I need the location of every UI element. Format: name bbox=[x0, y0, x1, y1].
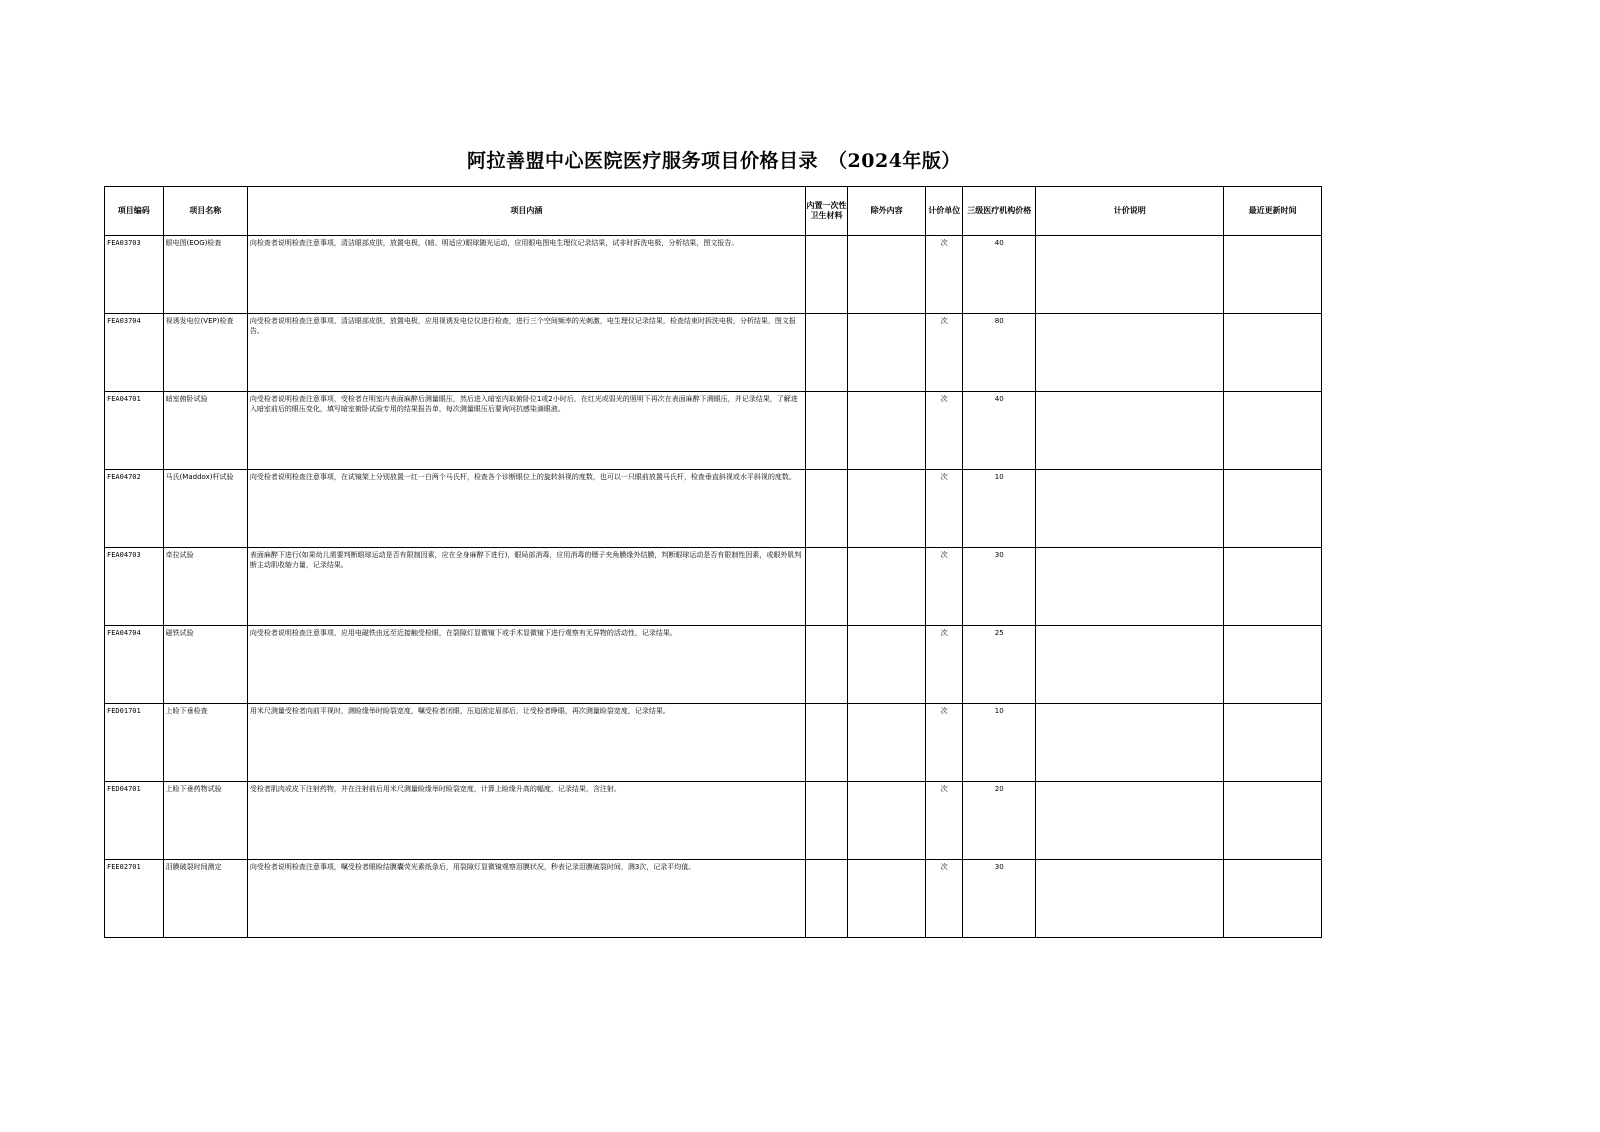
table-row bbox=[105, 470, 1322, 548]
cell-price: 40 bbox=[963, 236, 1036, 314]
cell-name: 马氏(Maddox)杆试验 bbox=[163, 470, 247, 548]
header-row bbox=[105, 187, 1322, 236]
cell-updated bbox=[1224, 626, 1322, 704]
cell-price: 10 bbox=[963, 704, 1036, 782]
cell-unit: 次 bbox=[926, 392, 963, 470]
cell-unit: 次 bbox=[926, 470, 963, 548]
cell-note bbox=[1036, 392, 1224, 470]
cell-unit: 次 bbox=[926, 626, 963, 704]
cell-updated bbox=[1224, 704, 1322, 782]
header-updated: 最近更新时间 bbox=[1224, 187, 1322, 236]
table-row bbox=[105, 548, 1322, 626]
cell-excluded bbox=[848, 782, 926, 860]
cell-note bbox=[1036, 782, 1224, 860]
cell-code: FEA04701 bbox=[105, 392, 164, 470]
table-row bbox=[105, 314, 1322, 392]
header-unit: 计价单位 bbox=[926, 187, 963, 236]
cell-excluded bbox=[848, 470, 926, 548]
cell-content: 用米尺测量受检者向前平视时，测睑缘举时睑裂宽度，嘱受检者闭眼，压迫固定眉部后，让受检者睁眼，再次测量睑裂宽度，记录结果。 bbox=[247, 704, 805, 782]
cell-material bbox=[805, 392, 847, 470]
cell-content: 向检查者说明检查注意事项，清洁眼部皮肤，放置电极，(暗、明适应)眼球随光运动，应用眼电图电生理仪记录结果，试非时拆洗电极，分析结果，图文报告。 bbox=[247, 236, 805, 314]
cell-code: FED01701 bbox=[105, 704, 164, 782]
cell-name: 上睑下垂检查 bbox=[163, 704, 247, 782]
cell-code: FEA04704 bbox=[105, 626, 164, 704]
cell-name: 上睑下垂药物试验 bbox=[163, 782, 247, 860]
price-table bbox=[104, 186, 1322, 938]
cell-material bbox=[805, 626, 847, 704]
cell-note bbox=[1036, 860, 1224, 938]
cell-price: 30 bbox=[963, 860, 1036, 938]
table-row bbox=[105, 392, 1322, 470]
cell-content: 向受检者说明检查注意事项，受检者在明室内表面麻醉后测量眼压，然后进入暗室内取俯卧位1或2小时后，在红光或弱光的照明下再次在表面麻醉下测眼压，并记录结果，了解进入暗室前后的眼压变化，填写暗室俯卧试验专用的结果报告单，每次测量眼压后要询问抗感染滴眼液。 bbox=[247, 392, 805, 470]
cell-unit: 次 bbox=[926, 548, 963, 626]
header-excluded: 除外内容 bbox=[848, 187, 926, 236]
cell-excluded bbox=[848, 314, 926, 392]
cell-updated bbox=[1224, 860, 1322, 938]
cell-name: 牵拉试验 bbox=[163, 548, 247, 626]
header-material: 内置一次性卫生材料 bbox=[805, 187, 847, 236]
header-price: 三级医疗机构价格 bbox=[963, 187, 1036, 236]
cell-note bbox=[1036, 470, 1224, 548]
cell-material bbox=[805, 860, 847, 938]
cell-code: FEE02701 bbox=[105, 860, 164, 938]
cell-updated bbox=[1224, 470, 1322, 548]
cell-unit: 次 bbox=[926, 782, 963, 860]
cell-material bbox=[805, 470, 847, 548]
cell-material bbox=[805, 314, 847, 392]
cell-updated bbox=[1224, 314, 1322, 392]
cell-price: 80 bbox=[963, 314, 1036, 392]
table-row bbox=[105, 704, 1322, 782]
cell-unit: 次 bbox=[926, 860, 963, 938]
cell-name: 视诱发电位(VEP)检查 bbox=[163, 314, 247, 392]
cell-price: 20 bbox=[963, 782, 1036, 860]
cell-code: FEA04702 bbox=[105, 470, 164, 548]
cell-unit: 次 bbox=[926, 704, 963, 782]
header-code: 项目编码 bbox=[105, 187, 164, 236]
cell-material bbox=[805, 236, 847, 314]
cell-code: FEA03704 bbox=[105, 314, 164, 392]
cell-material bbox=[805, 548, 847, 626]
cell-code: FEA04703 bbox=[105, 548, 164, 626]
cell-updated bbox=[1224, 236, 1322, 314]
cell-price: 25 bbox=[963, 626, 1036, 704]
table-row bbox=[105, 782, 1322, 860]
table-row bbox=[105, 860, 1322, 938]
cell-updated bbox=[1224, 782, 1322, 860]
header-content: 项目内涵 bbox=[247, 187, 805, 236]
cell-note bbox=[1036, 314, 1224, 392]
cell-excluded bbox=[848, 392, 926, 470]
cell-updated bbox=[1224, 392, 1322, 470]
cell-excluded bbox=[848, 548, 926, 626]
document-title: 阿拉善盟中心医院医疗服务项目价格目录 （2024年版） bbox=[467, 150, 961, 172]
cell-name: 暗室俯卧试验 bbox=[163, 392, 247, 470]
cell-content: 向受检者说明检查注意事项，清洁眼部皮肤，放置电极，应用视诱发电位仪进行检查，进行三个空间频率的光刺激，电生理仪记录结果，检查结束时拆洗电极，分析结果，图文报告。 bbox=[247, 314, 805, 392]
cell-price: 30 bbox=[963, 548, 1036, 626]
cell-content: 向受检者说明检查注意事项，在试镜架上分别放置一红一白两个马氏杆，检查各个诊断眼位上的旋转斜视的度数，也可以一只眼前放置马氏杆，检查垂直斜视或水平斜视的度数。 bbox=[247, 470, 805, 548]
cell-code: FEA03703 bbox=[105, 236, 164, 314]
cell-name: 磁铁试验 bbox=[163, 626, 247, 704]
cell-excluded bbox=[848, 860, 926, 938]
cell-note bbox=[1036, 548, 1224, 626]
cell-content: 受检者肌肉或皮下注射药物，并在注射前后用米尺测量睑缘举时睑裂宽度，计算上睑缘升高的幅度，记录结果，含注射。 bbox=[247, 782, 805, 860]
cell-content: 表面麻醉下进行(如果幼儿需要判断眼球运动是否有限制因素，应在全身麻醉下进行)，眼局部消毒，应用消毒的镊子夹角膜缘外结膜，判断眼球运动是否有限制性因素，或眼外肌判断主动肌收缩力量，记录结果。 bbox=[247, 548, 805, 626]
cell-name: 眼电图(EOG)检查 bbox=[163, 236, 247, 314]
cell-content: 向受检者说明检查注意事项，应用电磁铁由远至近接触受检眼，在裂隙灯显微镜下或手术显微镜下进行观察有无异物的活动性，记录结果。 bbox=[247, 626, 805, 704]
cell-code: FED04701 bbox=[105, 782, 164, 860]
cell-excluded bbox=[848, 704, 926, 782]
header-name: 项目名称 bbox=[163, 187, 247, 236]
cell-price: 40 bbox=[963, 392, 1036, 470]
cell-unit: 次 bbox=[926, 314, 963, 392]
cell-excluded bbox=[848, 236, 926, 314]
cell-content: 向受检者说明检查注意事项，嘱受检者眼睑结膜囊荧光素纸条后，用裂隙灯显微镜观察泪膜状况，秒表记录泪膜破裂时间，测3次，记录平均值。 bbox=[247, 860, 805, 938]
cell-note bbox=[1036, 236, 1224, 314]
table-row bbox=[105, 236, 1322, 314]
cell-material bbox=[805, 704, 847, 782]
cell-price: 10 bbox=[963, 470, 1036, 548]
cell-updated bbox=[1224, 548, 1322, 626]
cell-excluded bbox=[848, 626, 926, 704]
cell-name: 泪膜破裂时间测定 bbox=[163, 860, 247, 938]
cell-note bbox=[1036, 704, 1224, 782]
table-row bbox=[105, 626, 1322, 704]
cell-material bbox=[805, 782, 847, 860]
header-note: 计价说明 bbox=[1036, 187, 1224, 236]
cell-note bbox=[1036, 626, 1224, 704]
cell-unit: 次 bbox=[926, 236, 963, 314]
